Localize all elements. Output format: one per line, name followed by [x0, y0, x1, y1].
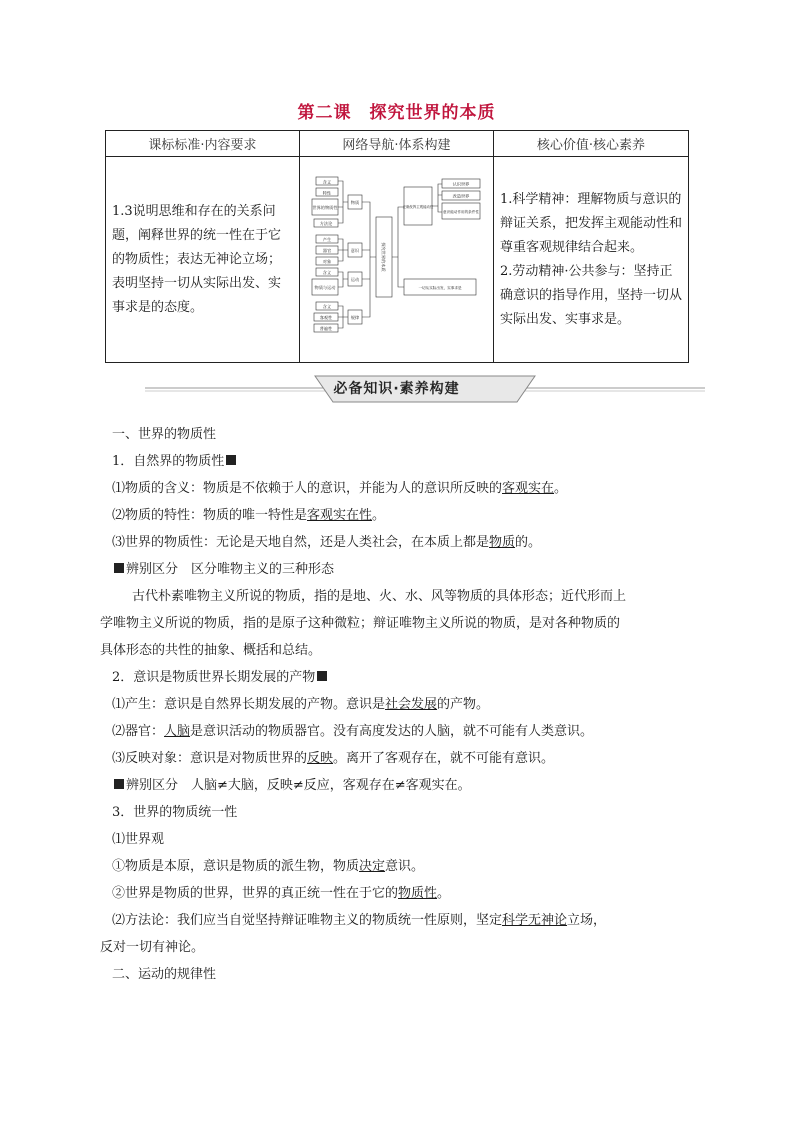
answer-underline: 客观实在 — [502, 481, 555, 496]
map-label: 含义 — [322, 270, 332, 275]
note-marker-icon — [114, 779, 124, 789]
note-marker-icon — [317, 671, 327, 681]
map-label: 运动 — [350, 277, 360, 282]
content-line: ⑶反映对象：意识是对物质世界的反映。离开了客观存在，就不可能有意识。 — [112, 751, 555, 766]
content-line: ⑵方法论：我们应当自觉坚持辩证唯物主义的物质统一性原则，坚定科学无神论立场， — [112, 913, 607, 928]
map-label: 对象 — [322, 259, 332, 264]
standard-text: 1.3说明思维和存在的关系问题，阐释世界的统一性在于它的物质性；表达无神论立场；表明坚持一切从实际出发、实事求是的态度。 — [112, 203, 282, 315]
content-line: ⑵物质的特性：物质的唯一特性是客观实在性。 — [112, 508, 386, 523]
header-diagram: 网络导航·体系构建 — [300, 131, 494, 157]
subheading: 2．意识是物质世界长期发展的产物 — [112, 664, 687, 691]
header-values: 核心价值·核心素养 — [494, 131, 689, 157]
note-marker-icon — [114, 563, 124, 573]
note-heading: 辨别区分 区分唯物主义的三种形态 — [112, 556, 687, 583]
map-label: 物质 — [350, 200, 360, 205]
content-line: ①物质是本原，意识是物质的派生物，物质决定意识。 — [112, 859, 425, 874]
map-label: 器官 — [322, 248, 332, 253]
heading-1: 一、世界的物质性 — [112, 427, 217, 442]
content-line: ⑴物质的含义：物质是不依赖于人的意识，并能为人的意识所反映的客观实在。 — [112, 481, 568, 496]
map-label: 规律 — [350, 315, 360, 320]
content-line: ②世界是物质的世界，世界的真正统一性在于它的物质性。 — [112, 886, 451, 901]
map-label: 普遍性 — [319, 326, 333, 331]
map-label: 意识能动作用的条件性 — [443, 210, 479, 214]
note-body: 古代朴素唯物主义所说的物质，指的是地、火、水、风等物质的具体形态；近代形而上 — [132, 589, 627, 604]
standards-table — [105, 130, 689, 363]
map-label: 改造世界 — [452, 193, 470, 199]
map-label: 特性 — [322, 190, 332, 196]
subheading-text: 1．自然界的物质性 — [112, 454, 225, 469]
map-label: 含义 — [322, 304, 332, 309]
answer-underline: 客观实在性 — [307, 508, 373, 523]
map-label: 物质与运动 — [314, 285, 336, 290]
heading-2: 二、运动的规律性 — [112, 967, 217, 982]
content-line: ⑴世界观 — [112, 832, 165, 847]
answer-underline: 科学无神论 — [502, 913, 568, 928]
content-body — [100, 421, 687, 988]
map-label: 正确发挥主观能动性 — [402, 205, 434, 209]
answer-underline: 人脑 — [164, 724, 191, 739]
concept-map — [300, 157, 493, 362]
value-item: 2.劳动精神·公共参与：坚持正确意识的指导作用，坚持一切从实际出发、实事求是。 — [500, 263, 683, 327]
standard-cell — [106, 157, 300, 363]
map-label: 方法论 — [319, 221, 333, 226]
map-label: 客观性 — [319, 315, 333, 320]
values-cell — [494, 157, 689, 363]
note-body: 具体形态的共性的抽象、概括和总结。 — [100, 643, 322, 658]
map-label: 一切从实际出发，实事求是 — [418, 286, 462, 290]
map-label: 认识世界 — [452, 181, 470, 187]
map-label: 意识 — [350, 248, 360, 253]
note-heading: 辨别区分 人脑≠大脑，反映≠反应，客观存在≠客观实在。 — [112, 772, 687, 799]
content-line: 反对一切有神论。 — [100, 940, 205, 955]
map-label: 产生 — [322, 237, 332, 242]
note-marker-icon — [226, 455, 236, 465]
answer-underline: 决定 — [359, 859, 386, 874]
values-text — [494, 188, 688, 332]
answer-underline: 反映 — [307, 751, 334, 766]
note-body: 学唯物主义所说的物质，指的是原子这种微粒；辩证唯物主义所说的物质，是对各种物质的 — [100, 616, 621, 631]
header-standard: 课标标准·内容要求 — [106, 131, 300, 157]
content-line: ⑶世界的物质性：无论是天地自然，还是人类社会，在本质上都是物质的。 — [112, 535, 542, 550]
diagram-cell — [300, 157, 494, 363]
answer-underline: 物质性 — [398, 886, 438, 901]
value-item: 1.科学精神：理解物质与意识的辩证关系，把发挥主观能动性和尊重客观规律结合起来。 — [500, 191, 683, 255]
section-banner: 必备知识·素养构建 — [333, 381, 460, 397]
content-line: ⑵器官：人脑是意识活动的物质器官。没有高度发达的人脑，就不可能有人类意识。 — [112, 724, 594, 739]
subheading: 3．世界的物质统一性 — [112, 805, 238, 820]
map-label: 含义 — [322, 179, 332, 185]
map-center-label: 探究世界的本质 — [381, 242, 386, 272]
subheading — [112, 448, 687, 475]
page-title: 第二课 探究世界的本质 — [297, 103, 496, 123]
content-line: ⑴产生：意识是自然界长期发展的产物。意识是社会发展的产物。 — [112, 697, 490, 712]
answer-underline: 物质 — [489, 535, 516, 550]
answer-underline: 社会发展 — [385, 697, 438, 712]
map-label: 世界的物质性 — [312, 205, 338, 210]
